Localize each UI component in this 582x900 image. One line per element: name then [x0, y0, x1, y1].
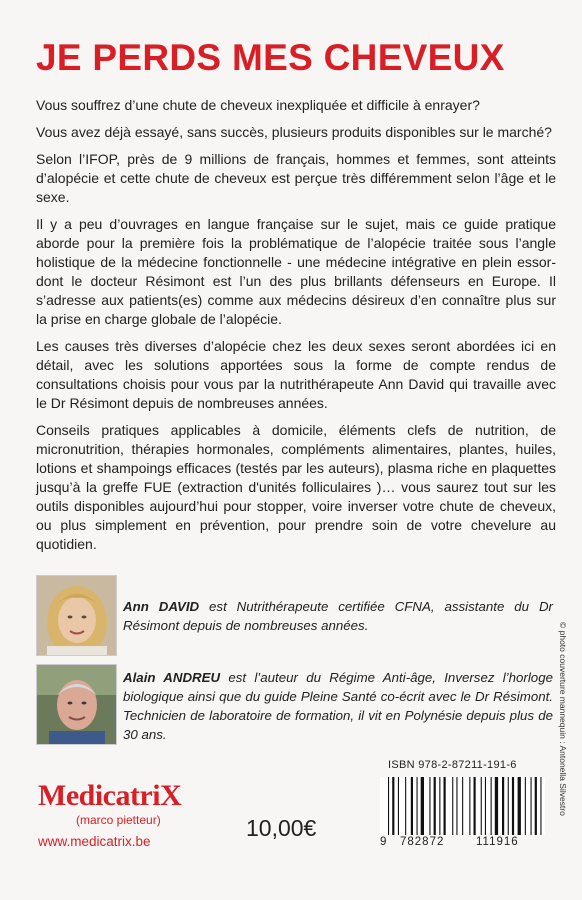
author-name: Ann DAVID — [123, 599, 200, 614]
price: 10,00€ — [246, 815, 317, 841]
author-bio-ann-david — [123, 597, 553, 635]
barcode-icon — [380, 777, 545, 835]
barcode-digit-group: 782872 — [400, 836, 445, 848]
paragraph: Vous avez déjà essayé, sans succès, plusieurs produits disponibles sur le marché? — [36, 124, 552, 140]
book-title: JE PERDS MES CHEVEUX — [36, 37, 505, 78]
publisher-logo: MedicatriX — [38, 779, 182, 812]
author-photo-ann-david — [36, 575, 117, 656]
isbn: ISBN 978-2-87211-191-6 — [388, 759, 517, 771]
paragraph: Vous souffrez d’une chute de cheveux inexpliquée et difficile à enrayer? — [36, 97, 480, 113]
author-bio-text: est Nutrithérapeute certifiée CFNA, assistante du Dr Résimont depuis de nombreuses années. — [123, 599, 553, 633]
paragraph: Les causes très diverses d’alopécie chez les deux sexes seront abordées ici en détail, avec les solutions apportées sous la forme de compte rendus de consultations choisis pour vous par la nutrithérapeute Ann David qui travaille avec le Dr Résimont depuis de nombreuses années. — [36, 338, 556, 411]
back-cover-text — [36, 96, 556, 562]
paragraph: Conseils pratiques applicables à domicile, éléments clefs de nutrition, de micronutrition, thérapies hormonales, compléments alimentaires, plantes, huiles, lotions et shampoings efficaces (testés par les auteurs), plasma riche en plaquettes jusqu’à la greffe FUE (extraction d'unités folliculaires )… vous saurez tout sur les outils disponibles aujourd’hui pour stopper, voire inverser votre chute de cheveux, ou plus simplement en prévention, pour prendre soin de votre chevelure au quotidien. — [36, 422, 556, 552]
author-bio-text: est l’auteur du Régime Anti-âge, Inversez l’horloge biologique ainsi que du guide Pleine Santé co-écrit avec le Dr Résimont. Technicien de laboratoire de formation, il vit en Polynésie depuis plus de 30 ans. — [123, 670, 553, 742]
author-photo-alain-andreu — [36, 664, 117, 745]
author-name: Alain ANDREU — [123, 670, 221, 685]
barcode-digit-group: 111916 — [476, 836, 519, 848]
photo-credit: © photo couverture mannequin : Antonella Silvestro — [558, 622, 568, 816]
publisher-website[interactable]: www.medicatrix.be — [38, 834, 151, 849]
author-bio-alain-andreu — [123, 668, 553, 744]
paragraph: Il y a peu d’ouvrages en langue française sur le sujet, mais ce guide pratique aborde pour la première fois la problématique de l’alopécie traitée sous l’angle holistique de la médecine fonctionnelle - une médecine intégrative en plein essor- dont le docteur Résimont est l’un des plus brillants défenseurs en Europe. Il s’adresse aux patients(es) comme aux médecins désireux d’en connaître plus sur la prise en charge globale de l’alopécie. — [36, 216, 556, 327]
barcode-digit-lead: 9 — [380, 836, 388, 848]
paragraph: Selon l’IFOP, près de 9 millions de français, hommes et femmes, sont atteints d’alopécie et cette chute de cheveux est perçue très différemment selon l’âge et le sexe. — [36, 151, 556, 205]
publisher-subtitle: (marco pietteur) — [76, 813, 161, 827]
